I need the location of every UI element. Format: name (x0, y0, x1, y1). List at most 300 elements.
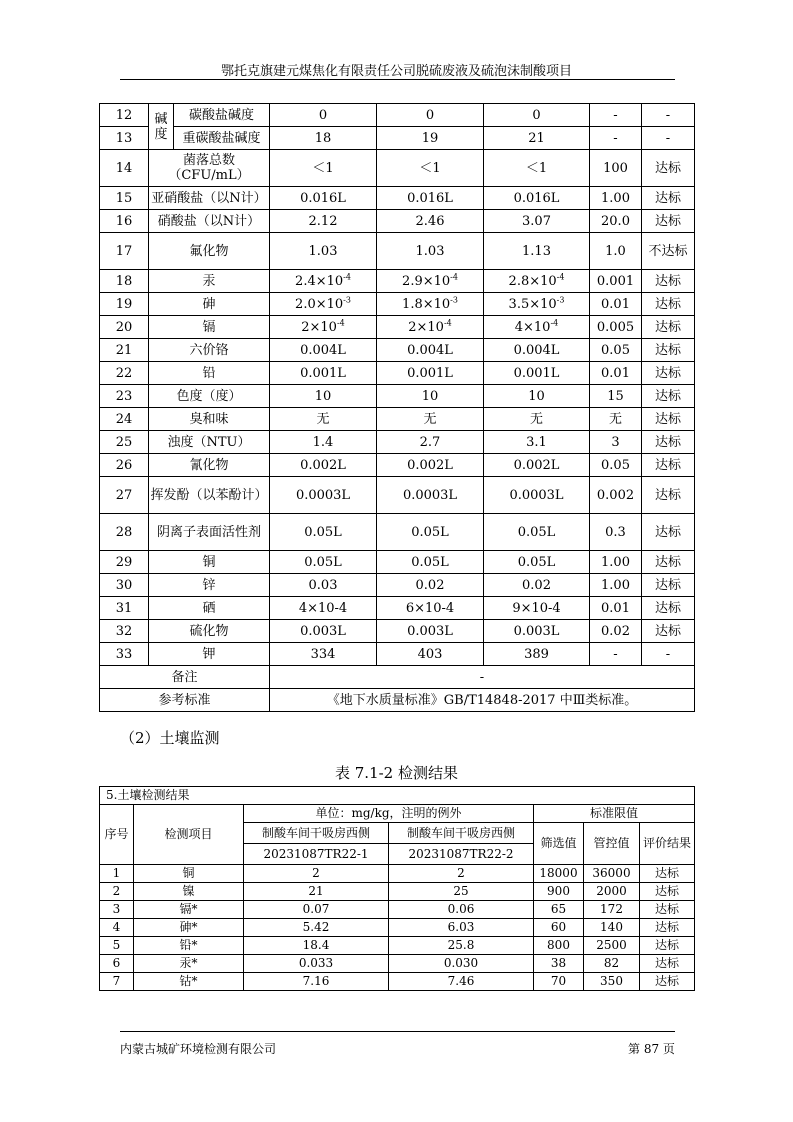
evaluation-result: 达标 (642, 293, 695, 316)
result-value (377, 187, 484, 210)
reference-value: 《地下水质量标准》GB/T14848-2017 中Ⅲ类标准。 (270, 689, 695, 712)
row-number: 24 (100, 408, 149, 431)
result-mantissa: 0 (532, 107, 541, 123)
evaluation-result: 达标 (642, 362, 695, 385)
result-value (484, 514, 590, 551)
test-item: 浊度（NTU） (149, 431, 270, 454)
row-number: 16 (100, 210, 149, 233)
standard-limit: 0.002 (590, 477, 642, 514)
result-value (270, 643, 377, 666)
result-value (270, 293, 377, 316)
result-mantissa: 无 (423, 411, 437, 427)
sample2-value: 0.06 (389, 901, 534, 919)
result-value (377, 104, 484, 127)
test-item: 钴* (134, 973, 244, 991)
result-mantissa: 10 (528, 388, 545, 404)
result-mantissa: 0 (425, 107, 435, 123)
result-exponent: -4 (443, 318, 452, 328)
result-value (270, 454, 377, 477)
result-value (377, 339, 484, 362)
reference-label: 参考标准 (100, 689, 270, 712)
control-value: 36000 (584, 865, 640, 883)
result-value (484, 620, 590, 643)
row-number: 28 (100, 514, 149, 551)
screening-value: 65 (534, 901, 584, 919)
result-value (484, 477, 590, 514)
result-mantissa: 2.0×10 (295, 296, 344, 312)
standard-limit: 1.00 (590, 574, 642, 597)
result-mantissa: 0.004L (513, 342, 560, 358)
control-value: 2500 (584, 937, 640, 955)
sample1-value: 7.16 (244, 973, 389, 991)
result-mantissa: 0.03 (308, 577, 338, 593)
test-item: 汞 (149, 270, 270, 293)
screening-value: 70 (534, 973, 584, 991)
footer-company: 内蒙古城矿环境检测有限公司 (120, 1042, 277, 1056)
row-number: 17 (100, 233, 149, 270)
result-mantissa: 0.004L (407, 342, 453, 358)
test-item: 色度（度） (149, 385, 270, 408)
test-item: 砷 (149, 293, 270, 316)
result-value (484, 339, 590, 362)
test-item: 六价铬 (149, 339, 270, 362)
result-mantissa: 3.1 (526, 434, 547, 450)
result-mantissa: 0.003L (407, 623, 453, 639)
result-value (484, 233, 590, 270)
page-header-title: 鄂托克旗建元煤焦化有限责任公司脱硫废液及硫泡沫制酸项目 (220, 64, 572, 79)
alkalinity-label: 碱度 (154, 111, 168, 142)
evaluation-result: 达标 (642, 270, 695, 293)
result-value (270, 408, 377, 431)
table-row (100, 551, 695, 574)
evaluation-result: 达标 (642, 385, 695, 408)
result-exponent: -4 (556, 272, 565, 282)
result-value (270, 477, 377, 514)
result-exponent: -3 (450, 295, 458, 305)
test-item: 铜 (134, 865, 244, 883)
sample1-value: 2 (244, 865, 389, 883)
result-value (484, 597, 590, 620)
row-number: 4 (100, 919, 134, 937)
row-number: 1 (100, 865, 134, 883)
row-number: 26 (100, 454, 149, 477)
result-value (484, 643, 590, 666)
result-value (270, 150, 377, 187)
result-mantissa: 4×10 (514, 319, 551, 335)
result-mantissa: 0.016L (513, 190, 560, 206)
sample1-code: 20231087TR22-1 (244, 844, 389, 865)
result-value (484, 431, 590, 454)
result-mantissa: 1.03 (308, 243, 338, 259)
row-number: 2 (100, 883, 134, 901)
screening-value: 800 (534, 937, 584, 955)
result-mantissa: 18 (314, 130, 332, 146)
result-value (270, 514, 377, 551)
result-value (377, 150, 484, 187)
result-value (484, 385, 590, 408)
row-number: 33 (100, 643, 149, 666)
remark-value: - (270, 666, 695, 689)
table-row (100, 514, 695, 551)
test-item: 砷* (134, 919, 244, 937)
evaluation-result: - (642, 127, 695, 150)
footer-divider (120, 1031, 675, 1032)
screening-value: 18000 (534, 865, 584, 883)
table-row (100, 316, 695, 339)
evaluation-result: 达标 (642, 339, 695, 362)
result-value (377, 127, 484, 150)
control-value: 2000 (584, 883, 640, 901)
table-row (100, 937, 695, 955)
standard-limit: 1.0 (590, 233, 642, 270)
test-item: 亚硝酸盐（以N计） (149, 187, 270, 210)
result-mantissa: 0.05L (517, 554, 556, 570)
sample1-name: 制酸车间干吸房西侧 (244, 823, 389, 844)
result-value (377, 643, 484, 666)
result-mantissa: 0.0003L (295, 487, 351, 503)
result-value (270, 210, 377, 233)
result-value (484, 187, 590, 210)
evaluation-result: 达标 (640, 901, 695, 919)
evaluation-result: 达标 (640, 865, 695, 883)
row-number: 7 (100, 973, 134, 991)
standard-limit: - (590, 127, 642, 150)
standard-limit: 1.00 (590, 551, 642, 574)
result-mantissa: 3.07 (522, 213, 551, 229)
result-value (270, 574, 377, 597)
soil-table-title: 5.土壤检测结果 (100, 787, 695, 805)
test-item: 氟化物 (149, 233, 270, 270)
test-item: 挥发酚（以苯酚计） (149, 477, 270, 514)
result-value (270, 187, 377, 210)
result-value (377, 270, 484, 293)
result-mantissa: 0.05L (304, 554, 342, 570)
table-row (100, 408, 695, 431)
sample1-value: 18.4 (244, 937, 389, 955)
result-mantissa: 0.001L (513, 365, 560, 381)
evaluation-result: 达标 (642, 620, 695, 643)
table-row (100, 431, 695, 454)
result-mantissa: 2×10 (408, 319, 444, 335)
evaluation-result: 达标 (642, 431, 695, 454)
standard-limit: 100 (590, 150, 642, 187)
result-exponent: -4 (343, 272, 351, 282)
reference-row (100, 689, 695, 712)
table-row (100, 104, 695, 127)
result-value (270, 597, 377, 620)
result-value (484, 150, 590, 187)
result-mantissa: 0.05L (411, 554, 449, 570)
result-exponent: -4 (450, 272, 458, 282)
standard-limit: 0.01 (590, 293, 642, 316)
header-standard-limit: 标准限值 (534, 805, 695, 823)
evaluation-result: 不达标 (642, 233, 695, 270)
result-value (377, 316, 484, 339)
table-row (100, 187, 695, 210)
result-value (484, 104, 590, 127)
result-mantissa: 3.5×10 (508, 296, 557, 312)
result-value (270, 104, 377, 127)
result-value (270, 233, 377, 270)
evaluation-result: 达标 (640, 955, 695, 973)
result-mantissa: 0.002L (300, 457, 346, 473)
result-mantissa: 389 (524, 646, 549, 662)
result-mantissa: ＜1 (419, 160, 441, 176)
result-mantissa: 10 (421, 388, 439, 404)
result-value (484, 408, 590, 431)
evaluation-result: - (642, 104, 695, 127)
standard-limit: - (590, 104, 642, 127)
test-item: 硫化物 (149, 620, 270, 643)
result-mantissa: 403 (417, 646, 443, 662)
test-item: 汞* (134, 955, 244, 973)
table-row (100, 339, 695, 362)
result-mantissa: 1.4 (312, 434, 334, 450)
result-value (484, 293, 590, 316)
row-number: 3 (100, 901, 134, 919)
result-value (377, 362, 484, 385)
row-number: 12 (100, 104, 149, 127)
section-heading: （2）土壤监测 (120, 729, 220, 747)
standard-limit: 0.005 (590, 316, 642, 339)
result-value (270, 362, 377, 385)
sample2-value: 2 (389, 865, 534, 883)
table-row (100, 385, 695, 408)
result-mantissa: 1.03 (415, 243, 445, 259)
result-value (270, 270, 377, 293)
result-mantissa: 0.05L (304, 524, 342, 540)
sample2-code: 20231087TR22-2 (389, 844, 534, 865)
result-mantissa: 21 (528, 130, 545, 146)
table-row (100, 973, 695, 991)
result-value (270, 316, 377, 339)
header-divider (120, 79, 675, 80)
result-value (377, 210, 484, 233)
result-value (484, 210, 590, 233)
sample2-value: 6.03 (389, 919, 534, 937)
test-item: 重碳酸盐碱度 (174, 127, 270, 150)
sample1-value: 5.42 (244, 919, 389, 937)
row-number: 25 (100, 431, 149, 454)
alkalinity-category (149, 104, 174, 150)
control-value: 350 (584, 973, 640, 991)
result-mantissa: 10 (314, 388, 332, 404)
test-item: 锌 (149, 574, 270, 597)
header-control-value: 管控值 (584, 823, 640, 865)
standard-limit: 20.0 (590, 210, 642, 233)
result-value (377, 408, 484, 431)
result-value (377, 293, 484, 316)
result-mantissa: 0.02 (522, 577, 551, 593)
test-item: 阴离子表面活性剂 (149, 514, 270, 551)
test-item: 铅 (149, 362, 270, 385)
result-mantissa: 0.003L (300, 623, 346, 639)
test-item: 菌落总数（CFU/mL） (149, 150, 270, 187)
table-caption: 表 7.1-2 检测结果 (334, 764, 458, 782)
result-value (270, 551, 377, 574)
result-value (377, 514, 484, 551)
evaluation-result: 达标 (642, 477, 695, 514)
header-screening-value: 筛选值 (534, 823, 584, 865)
table-row (100, 362, 695, 385)
result-mantissa: 0.016L (300, 190, 346, 206)
standard-limit: 0.02 (590, 620, 642, 643)
result-value (484, 316, 590, 339)
result-value (484, 127, 590, 150)
row-number: 27 (100, 477, 149, 514)
evaluation-result: - (642, 643, 695, 666)
evaluation-result: 达标 (642, 514, 695, 551)
evaluation-result: 达标 (642, 408, 695, 431)
row-number: 22 (100, 362, 149, 385)
result-exponent: -4 (336, 318, 345, 328)
evaluation-result: 达标 (642, 150, 695, 187)
result-value (484, 362, 590, 385)
test-item: 铜 (149, 551, 270, 574)
result-mantissa: 0.002L (513, 457, 560, 473)
table-row (100, 620, 695, 643)
standard-limit: 0.05 (590, 339, 642, 362)
table-row (100, 901, 695, 919)
table-row (100, 270, 695, 293)
table-row (100, 865, 695, 883)
result-mantissa: 2.12 (308, 213, 338, 229)
row-number: 14 (100, 150, 149, 187)
sample1-value: 0.07 (244, 901, 389, 919)
result-value (484, 551, 590, 574)
result-mantissa: 0.002L (407, 457, 453, 473)
evaluation-result: 达标 (642, 454, 695, 477)
evaluation-result: 达标 (640, 973, 695, 991)
result-mantissa: 0.02 (415, 577, 445, 593)
result-mantissa: 0.001L (300, 365, 346, 381)
result-mantissa: 0.003L (513, 623, 560, 639)
row-number: 23 (100, 385, 149, 408)
result-value (484, 574, 590, 597)
test-item: 镍 (134, 883, 244, 901)
result-value (270, 339, 377, 362)
result-value (270, 127, 377, 150)
result-value (377, 233, 484, 270)
result-mantissa: 0.05L (517, 524, 556, 540)
evaluation-result: 达标 (642, 316, 695, 339)
standard-limit: 无 (590, 408, 642, 431)
row-number: 15 (100, 187, 149, 210)
control-value: 140 (584, 919, 640, 937)
footer-page-number: 第 87 页 (628, 1042, 675, 1056)
row-number: 20 (100, 316, 149, 339)
result-value (377, 385, 484, 408)
result-mantissa: 19 (421, 130, 439, 146)
control-value: 172 (584, 901, 640, 919)
standard-limit: - (590, 643, 642, 666)
sample1-value: 0.033 (244, 955, 389, 973)
evaluation-result: 达标 (642, 187, 695, 210)
result-mantissa: 2×10 (301, 319, 337, 335)
result-value (377, 574, 484, 597)
result-mantissa: 0.0003L (509, 487, 564, 503)
evaluation-result: 达标 (640, 919, 695, 937)
result-mantissa: 1.8×10 (402, 296, 451, 312)
test-item: 镉* (134, 901, 244, 919)
result-mantissa: 无 (316, 411, 330, 427)
table-row (100, 210, 695, 233)
table-row (100, 919, 695, 937)
standard-limit: 3 (590, 431, 642, 454)
test-item: 硒 (149, 597, 270, 620)
result-mantissa: 2.9×10 (402, 273, 451, 289)
row-number: 13 (100, 127, 149, 150)
result-value (377, 431, 484, 454)
table-row (100, 643, 695, 666)
row-number: 19 (100, 293, 149, 316)
result-mantissa: 2.46 (415, 213, 445, 229)
test-item: 臭和味 (149, 408, 270, 431)
table-row (100, 233, 695, 270)
result-mantissa: 6×10-4 (405, 600, 455, 616)
standard-limit: 0.01 (590, 597, 642, 620)
table-row (100, 955, 695, 973)
sample2-value: 25.8 (389, 937, 534, 955)
row-number: 5 (100, 937, 134, 955)
sample2-value: 0.030 (389, 955, 534, 973)
row-number: 21 (100, 339, 149, 362)
result-value (270, 385, 377, 408)
test-item: 钾 (149, 643, 270, 666)
row-number: 18 (100, 270, 149, 293)
standard-limit: 15 (590, 385, 642, 408)
result-mantissa: 2.7 (419, 434, 441, 450)
remark-label: 备注 (100, 666, 270, 689)
result-value (484, 454, 590, 477)
result-mantissa: 2.8×10 (508, 273, 557, 289)
sample2-value: 25 (389, 883, 534, 901)
result-mantissa: 无 (529, 411, 543, 427)
sample2-name: 制酸车间干吸房西侧 (389, 823, 534, 844)
result-value (377, 454, 484, 477)
result-mantissa: 0.016L (407, 190, 453, 206)
evaluation-result: 达标 (642, 574, 695, 597)
test-item: 铅* (134, 937, 244, 955)
test-item: 镉 (149, 316, 270, 339)
result-mantissa: ＜1 (312, 160, 334, 176)
result-exponent: -3 (556, 295, 565, 305)
standard-limit: 0.05 (590, 454, 642, 477)
evaluation-result: 达标 (640, 883, 695, 901)
result-value (270, 620, 377, 643)
result-value (377, 620, 484, 643)
table-row (100, 574, 695, 597)
standard-limit: 0.3 (590, 514, 642, 551)
result-mantissa: 334 (310, 646, 336, 662)
result-exponent: -4 (550, 318, 559, 328)
header-test-item: 检测项目 (134, 805, 244, 865)
result-value (377, 597, 484, 620)
result-mantissa: 0.05L (411, 524, 449, 540)
result-mantissa: 0 (318, 107, 328, 123)
screening-value: 38 (534, 955, 584, 973)
remark-row (100, 666, 695, 689)
result-mantissa: 9×10-4 (512, 600, 561, 616)
row-number: 30 (100, 574, 149, 597)
result-value (377, 551, 484, 574)
row-number: 6 (100, 955, 134, 973)
header-evaluation: 评价结果 (640, 823, 695, 865)
screening-value: 60 (534, 919, 584, 937)
table-row (100, 150, 695, 187)
row-number: 32 (100, 620, 149, 643)
evaluation-result: 达标 (642, 597, 695, 620)
